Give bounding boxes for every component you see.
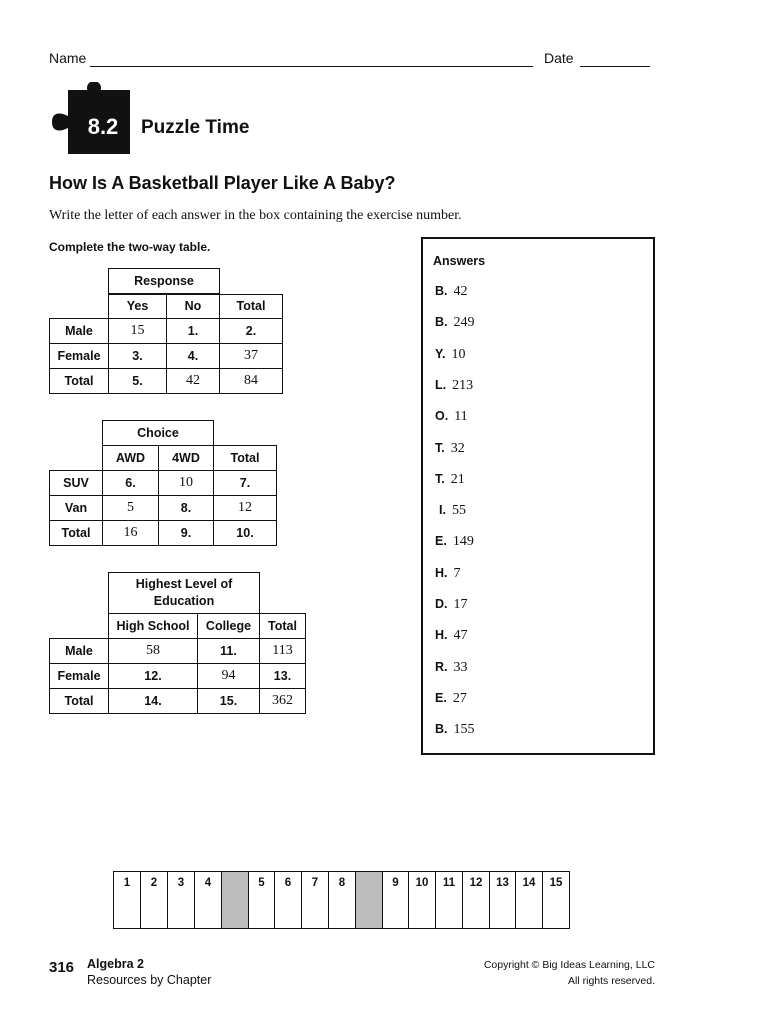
answer-letter: B. xyxy=(435,284,448,298)
box-number: 3 xyxy=(177,877,185,889)
box-number: 11 xyxy=(442,877,456,889)
answer-box[interactable] xyxy=(489,871,516,929)
box-number: 9 xyxy=(392,877,399,889)
answer-value: 10 xyxy=(451,346,466,362)
table-cell: 10. xyxy=(213,520,277,546)
answer-box[interactable] xyxy=(113,871,141,929)
answer-box[interactable] xyxy=(542,871,570,929)
col-header: High School xyxy=(108,613,198,639)
box-number: 12 xyxy=(469,877,483,889)
answer-value: 32 xyxy=(450,440,465,456)
answer-item xyxy=(435,566,461,582)
riddle-question: How Is A Basketball Player Like A Baby? xyxy=(49,173,396,193)
answer-box[interactable] xyxy=(328,871,356,929)
date-label: Date xyxy=(544,50,574,66)
table-cell: 11. xyxy=(197,638,260,664)
table-group-header: Response xyxy=(108,268,220,294)
answer-letter: T. xyxy=(435,440,445,455)
answer-value: 33 xyxy=(453,659,468,675)
answer-item xyxy=(435,441,465,457)
answer-item xyxy=(435,628,468,644)
answers-heading: Answers xyxy=(433,254,486,268)
row-header: Total xyxy=(49,688,109,714)
answer-item xyxy=(435,284,468,300)
table-cell: 1. xyxy=(166,318,220,344)
answer-item xyxy=(435,378,473,394)
answer-letter: T. xyxy=(435,471,445,486)
table-cell: 4. xyxy=(166,343,220,369)
answer-item xyxy=(435,722,475,738)
page-title: Puzzle Time xyxy=(141,117,250,138)
col-header: No xyxy=(166,294,220,319)
table-cell: 15 xyxy=(108,318,167,344)
table-cell: 12. xyxy=(108,663,198,689)
answer-value: 7 xyxy=(453,565,461,581)
subheading: Complete the two-way table. xyxy=(49,240,211,254)
table-cell: 14. xyxy=(108,688,198,714)
answer-item xyxy=(435,315,475,331)
answer-box[interactable] xyxy=(515,871,543,929)
answer-box[interactable] xyxy=(462,871,490,929)
col-header: College xyxy=(197,613,260,639)
answer-letter: D. xyxy=(435,597,448,611)
answer-box[interactable] xyxy=(194,871,222,929)
table-cell: 5. xyxy=(108,368,167,394)
box-number: 14 xyxy=(522,877,536,889)
col-header: AWD xyxy=(102,445,159,471)
answer-value: 249 xyxy=(453,315,475,331)
table-cell: 16 xyxy=(102,520,159,546)
col-header: Yes xyxy=(108,294,167,319)
answer-box[interactable] xyxy=(408,871,436,929)
answer-letter: H. xyxy=(435,565,448,580)
table-group-header: Highest Level of Education xyxy=(108,572,260,614)
rights-notice: All rights reserved. xyxy=(568,975,655,987)
col-header: Total xyxy=(213,445,277,471)
name-label: Name xyxy=(49,50,87,66)
col-header: Total xyxy=(259,613,306,639)
lesson-number: 8.2 xyxy=(87,114,119,139)
answer-letter: O. xyxy=(435,409,449,424)
answer-value: 155 xyxy=(453,722,475,738)
table-cell: 13. xyxy=(259,663,306,689)
table-cell: 37 xyxy=(219,343,283,369)
space-box xyxy=(221,871,249,929)
table-cell: 8. xyxy=(158,495,214,521)
box-number: 1 xyxy=(123,877,131,889)
answer-letter: E. xyxy=(435,690,447,705)
answer-box[interactable] xyxy=(382,871,409,929)
table-cell: 42 xyxy=(166,368,220,394)
answer-letter: L. xyxy=(435,377,447,392)
col-header: Total xyxy=(219,294,283,319)
answer-box[interactable] xyxy=(248,871,275,929)
book-subtitle: Resources by Chapter xyxy=(87,973,212,987)
answer-item xyxy=(435,597,468,613)
answer-value: 21 xyxy=(450,471,465,487)
answer-letter: B. xyxy=(435,315,448,330)
box-number: 10 xyxy=(415,877,429,889)
answer-item xyxy=(435,691,467,707)
row-header: Female xyxy=(49,663,109,689)
table-cell: 10 xyxy=(158,470,214,496)
book-title: Algebra 2 xyxy=(87,957,144,971)
answer-item xyxy=(435,534,474,550)
table-cell: 84 xyxy=(219,368,283,394)
answer-letter: Y. xyxy=(435,346,446,361)
answer-item xyxy=(435,409,468,425)
row-header: Male xyxy=(49,318,109,344)
table-cell: 9. xyxy=(158,520,214,546)
answer-box[interactable] xyxy=(167,871,195,929)
date-line[interactable] xyxy=(580,52,650,67)
row-header: Male xyxy=(49,638,109,664)
table-group-header: Choice xyxy=(102,420,214,446)
answer-letter: H. xyxy=(435,628,448,643)
row-header: Total xyxy=(49,520,103,546)
answer-item xyxy=(435,660,468,676)
answer-value: 17 xyxy=(453,597,468,612)
instructions: Write the letter of each answer in the box containing the exercise number. xyxy=(49,208,462,223)
box-number: 7 xyxy=(311,877,319,889)
box-number: 15 xyxy=(549,877,563,889)
box-number: 2 xyxy=(150,877,158,889)
answer-value: 27 xyxy=(452,690,467,706)
answer-item xyxy=(439,503,466,519)
answer-value: 55 xyxy=(451,503,466,519)
answer-value: 213 xyxy=(452,377,474,393)
answer-box[interactable] xyxy=(301,871,329,929)
answer-letter: B. xyxy=(435,722,448,737)
page-number: 316 xyxy=(49,959,75,976)
box-number: 13 xyxy=(496,877,509,889)
table-cell: 3. xyxy=(108,343,167,369)
table-cell: 113 xyxy=(259,638,306,664)
answer-item xyxy=(435,347,465,363)
table-cell: 94 xyxy=(197,663,260,689)
answer-value: 149 xyxy=(452,534,474,550)
answer-letter: R. xyxy=(435,659,448,674)
table-cell: 58 xyxy=(108,638,198,664)
row-header: Total xyxy=(49,368,109,394)
answer-letter: E. xyxy=(435,534,447,549)
row-header: Female xyxy=(49,343,109,369)
table-cell: 2. xyxy=(219,318,283,344)
name-line[interactable] xyxy=(90,52,533,67)
answer-item xyxy=(435,472,465,488)
box-number: 5 xyxy=(258,877,265,889)
table-cell: 7. xyxy=(213,470,277,496)
table-cell: 12 xyxy=(213,495,277,521)
space-box xyxy=(355,871,383,929)
col-header: 4WD xyxy=(158,445,214,471)
table-cell: 5 xyxy=(102,495,159,521)
answer-value: 11 xyxy=(454,409,468,425)
row-header: SUV xyxy=(49,470,103,496)
box-number: 4 xyxy=(204,877,212,889)
answer-value: 47 xyxy=(453,628,468,644)
answer-value: 42 xyxy=(453,284,468,299)
answer-box[interactable] xyxy=(274,871,302,929)
box-number: 8 xyxy=(338,877,346,889)
row-header: Van xyxy=(49,495,103,521)
table-cell: 15. xyxy=(197,688,260,714)
answer-box[interactable] xyxy=(435,871,463,929)
box-number: 6 xyxy=(284,877,292,889)
copyright: Copyright © Big Ideas Learning, LLC xyxy=(483,959,655,971)
table-cell: 362 xyxy=(259,688,306,714)
answer-box[interactable] xyxy=(140,871,168,929)
table-cell: 6. xyxy=(102,470,159,496)
answer-letter: I. xyxy=(439,503,446,518)
